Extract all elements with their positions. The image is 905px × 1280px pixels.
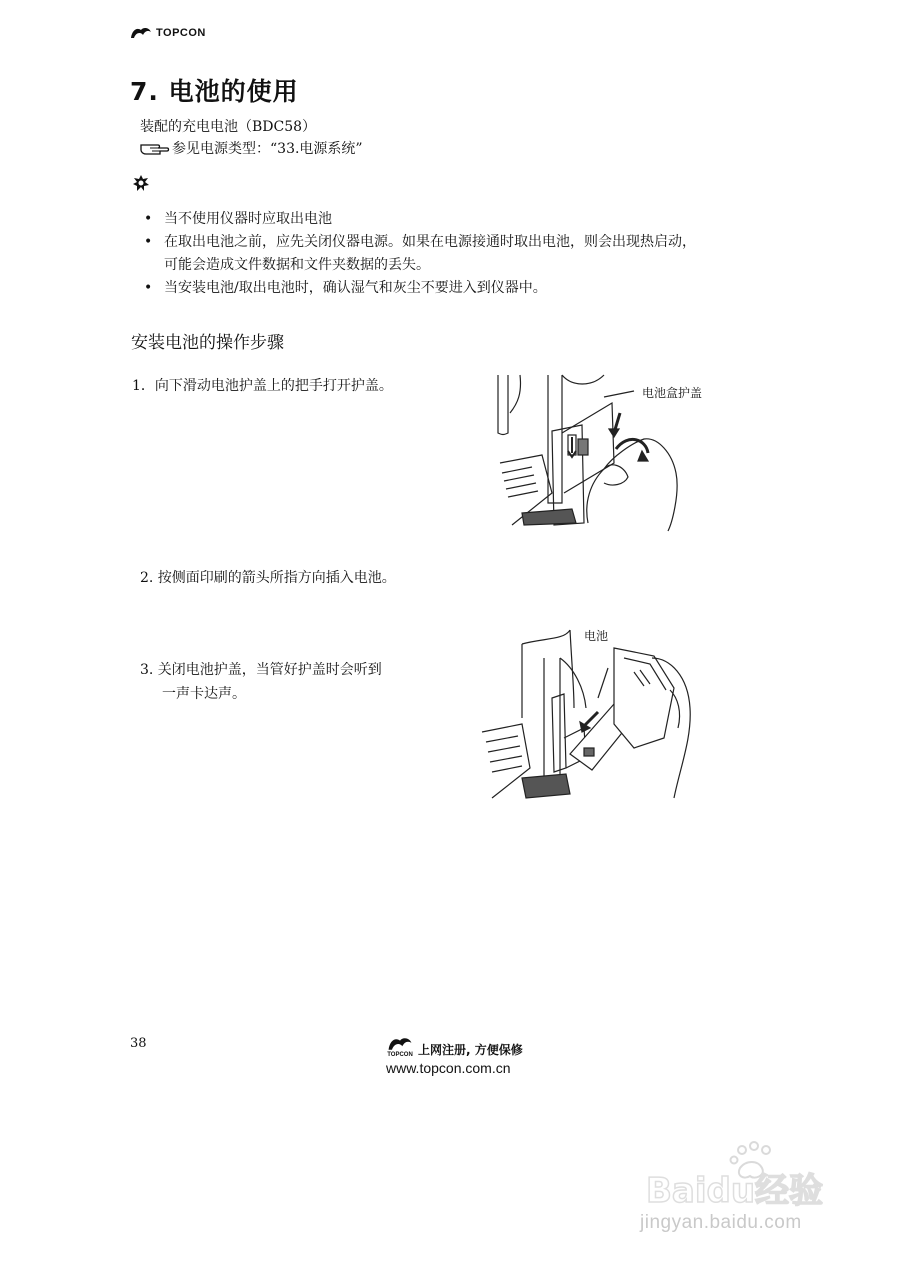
topcon-brand-text: TOPCON	[156, 27, 206, 39]
figure-open-battery-cover	[492, 373, 722, 537]
note-item: • 当安装电池/取出电池时，确认湿气和灰尘不要进入到仪器中。	[140, 277, 800, 300]
footer-brand-text: TOPCON	[387, 1052, 413, 1058]
footer-url[interactable]: www.topcon.com.cn	[386, 1060, 511, 1076]
intro-block	[140, 116, 363, 160]
watermark-url: jingyan.baidu.com	[640, 1212, 802, 1233]
page-number: 38	[130, 1036, 147, 1051]
watermark-brand: Baidu经验	[646, 1171, 824, 1210]
notes-list	[140, 208, 800, 300]
register-text: 上网注册, 方便保修	[418, 1043, 523, 1057]
reference-line	[140, 138, 363, 160]
battery-cover-label: 电池盒护盖	[642, 386, 703, 400]
footer-brand-block	[386, 1036, 414, 1058]
step-3-line2: 一声卡达声。	[162, 686, 246, 702]
note-icon	[132, 174, 150, 196]
note-item: • 在取出电池之前，应先关闭仪器电源。如果在电源接通时取出电池，则会出现热启动， 可能会造成文件数据和文件夹数据的丢失。	[140, 231, 800, 277]
reference-text: 参见电源类型：“33.电源系统”	[172, 141, 363, 157]
step-3-line1: 3. 关闭电池护盖，当管好护盖时会听到	[140, 662, 382, 678]
footer-logo	[386, 1036, 523, 1058]
topcon-logo	[130, 26, 206, 40]
topcon-mark-icon	[386, 1036, 414, 1052]
pointing-hand-icon	[140, 142, 170, 156]
topcon-mark-icon	[130, 26, 152, 40]
baidu-jingyan-watermark	[642, 1140, 852, 1214]
step-3	[140, 658, 430, 706]
figure-insert-battery	[474, 628, 706, 808]
procedure-heading: 安装电池的操作步骤	[131, 333, 284, 353]
section-title: 7. 电池的使用	[130, 77, 299, 106]
step-1: 1．向下滑动电池护盖上的把手打开护盖。	[132, 378, 393, 394]
note-item: • 当不使用仪器时应取出电池	[140, 208, 800, 231]
step-2: 2. 按侧面印刷的箭头所指方向插入电池。	[140, 570, 396, 586]
battery-model-text: 装配的充电电池（BDC58）	[140, 119, 317, 135]
battery-label: 电池	[584, 629, 609, 643]
